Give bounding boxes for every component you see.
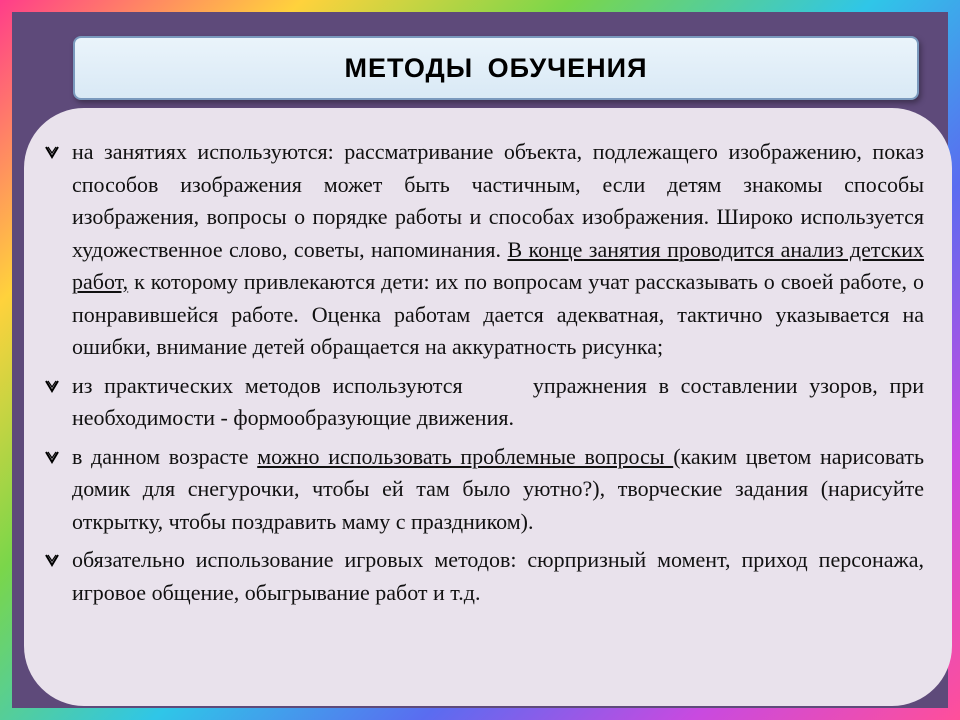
list-item: [44, 441, 924, 539]
item-text-part: из практических методов используются упражнения в составлении узоров, при необходимости - формообразующие движения.: [72, 372, 930, 430]
list-item-text: [72, 136, 924, 364]
list-item: [44, 544, 924, 609]
item-text-part: к которому привлекаются дети: их по вопросам учат рассказывать о своей работе, о понравившейся работе. Оценка работам дается адекватная, тактично указывается на ошибки, внимание детей обращается на аккуратность рисунка;: [72, 269, 924, 359]
page-title: МЕТОДЫ ОБУЧЕНИЯ: [344, 52, 648, 83]
list-item-text: [72, 544, 924, 609]
item-text-underlined: В конце занятия проводится анализ детских работ,: [72, 236, 925, 294]
title-box: [73, 36, 919, 100]
item-text-part: в данном возрасте: [72, 443, 258, 469]
content-panel: [24, 108, 952, 706]
list-item-text: [72, 370, 930, 435]
list-item: [44, 136, 924, 364]
item-text-part: на занятиях используются: рассматривание объекта, подлежащего изображению, показ способов изображения может быть частичным, если детям знакомы способы изображения, вопросы о порядке работы и способах изображения. Широко используется художественное слово, советы, напоминания.: [72, 139, 924, 262]
arrow-check-bullet-icon: [44, 441, 72, 539]
list-item-text: [72, 441, 924, 539]
arrow-check-bullet-icon: [44, 136, 72, 364]
arrow-check-bullet-icon: [44, 544, 72, 609]
list-item: [44, 370, 930, 435]
arrow-check-bullet-icon: [44, 370, 72, 435]
item-text-underlined: можно использовать проблемные вопросы: [257, 443, 674, 469]
item-text-part: (каким цветом нарисовать домик для снегурочки, чтобы ей там было уютно?), творческие задания (нарисуйте открытку, чтобы поздравить маму с праздником).: [72, 443, 924, 534]
item-text-part: обязательно использование игровых методов: сюрпризный момент, приход персонажа, игровое общение, обыгрывание работ и т.д.: [72, 547, 924, 605]
